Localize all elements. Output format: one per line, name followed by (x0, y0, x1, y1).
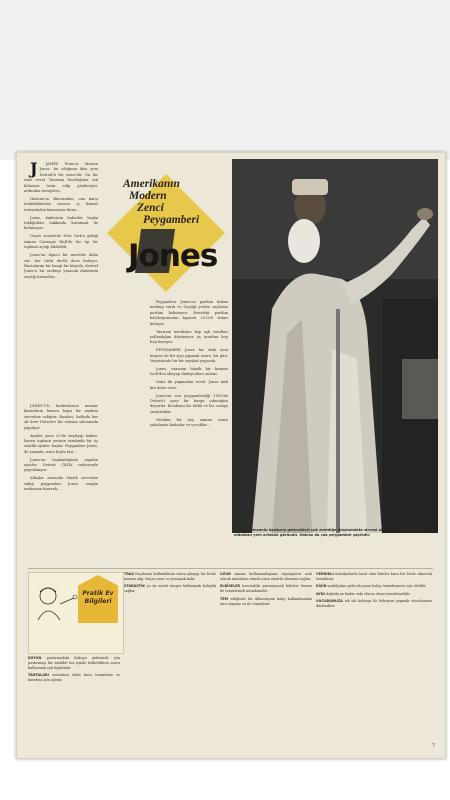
tip-item: TEM sidiğinde bir Allüminyum kalıp kullanılmadan önce kaynar su ile temizlenir. (220, 596, 312, 606)
tip-item: KOYUN pastırmadeki kokuyu gidermek için pastırmayı bir müddet tuz içinde beklettikten sonra kullanmak çok faydalıdır. (28, 656, 120, 670)
preacher-photo (232, 159, 438, 533)
article-column-1 (24, 162, 98, 400)
photo-illustration (232, 159, 438, 533)
tips-column-3 (220, 572, 312, 740)
tip-item: VUCUDUNUZA sık sık kolonya ile friksiyon yapmak vücudunuzu dinlendirir. (316, 599, 432, 609)
title-line: Zenci (137, 202, 164, 214)
tip-item: AYNI doğuda ne kadar eski olursa olsun temizlenebilir. (316, 591, 411, 596)
tip-item: ELBİSELER üzerindeki yanmayacak lekeleri benzin ile temizlemek mümkündür. (220, 584, 312, 594)
title-line: Amerikanın (123, 178, 180, 190)
tips-title: Pratik Ev Bilgileri (82, 590, 114, 605)
article-paragraph: JONES'UN herkeslerine memur kimselerin hemen hepsi bir madeni servetine sahiptir. Bazıları, haftada her alt kere Detroit'e bir sinema salonunda yapılıyor. (24, 404, 98, 430)
article-paragraph: J JAMES Francis Marion Jones, bu odağının ikisi yeni Detroit'li bir zenci'dir. On bir sene evvel 'Tanrının Dostluğuna' aid bilineniz tezin edip gönderiyor, ardından tavsiyeler... (24, 162, 98, 194)
article-paragraph: Peygamber Jones'un parfüm kokan mektup vardı ve Geçtiği yerler, saçlarını parfüm kokutuyor. Evindeki parfüm koleksiyonunun kıymeti 20.000 doları buluyor. (150, 300, 228, 326)
article-paragraph: PEYGAMBER Jones bir defa yeni beşinci de bir şeyi yapmak üzere, bir gün: Yeryüzünde bir bir seyahat yapacak. (150, 348, 228, 364)
article-paragraph: Jones, dinlerinin haberler başka tebliğatları hakkında kurumsal de bulunuyor... (24, 215, 98, 231)
tip-item: TAHTALARI muhafaza tekin kuru temizleme ve kurutma için işlenir. (28, 673, 120, 683)
tip-item: UZUN zaman kullanmadığımız süpürgeleri asılı olarak muhafaza etmek uzun ömürlü olmasını sağlar. (220, 572, 312, 581)
article-column-1b (24, 404, 98, 564)
tip-item: TRAŞ fırçalarını kullandıktan sonra yıkayıp bir bezle nemini alıp, fırçası yeni ve yumuşak kalır. (124, 572, 216, 581)
title-line: Modern (129, 190, 167, 202)
tip-item: STARASTİK ya da nemli sünger kullanmak kolaylık sağlar. (124, 584, 216, 594)
article-paragraph: Jones'un başkanlığında yapılan ayinler, Detroit CKLW radyosuyla yayınlanıyor. (24, 457, 98, 473)
article-paragraph: Jones'un ilginci bir mertebe daha var: her türlü dertle deva buluyor. Hastalarını bir hangi bir köşede, dertsel Jones'a bir mektup yazacak dinlerinin seçtiği hizmetler... (24, 253, 98, 279)
background-top (0, 0, 450, 160)
article-paragraph: Ayinler gece 20'de başlayıp hakim, İsmen toplantı yerinin etrafında bir üç saatlik ayinler başlar. Peygamber Jones, 40 yaşında, uzun boylu biri... (24, 433, 98, 454)
page-number: 7 (432, 743, 436, 749)
article-title (123, 178, 223, 226)
tips-column-2 (124, 572, 216, 740)
tip-item: KİŞİN mobilyaları gelecek yazın kolay temizlenmesi için örtülür. (316, 584, 427, 589)
article-paragraph: Nitekim bir taşı zaman sonra yakalanan kadınlar ve çocuklar... (150, 417, 228, 428)
tips-column-4 (316, 572, 432, 740)
tips-column-1 (28, 656, 120, 736)
photo-caption: Bir çok kimsenin kazlarını gelecekleri çok eveldiğe düşünmekte zirvesi olan oldu. Köklükte bir göz olduktan yeni ortaklık göründü. Haklısı da çok peygamber şöyledir. (234, 528, 434, 537)
article-paragraph: Jones'un son peygamberliği 1950'de Detroit'i içine bir kavga çıkacağını duyurdu. Kendisini bir tütkü ve bir cezaya çarptırdılar. (150, 393, 228, 414)
article-paragraph: Tanrının kendisine hep aşk tarafları yollandığını düşünüyor, üç taraftan hep hep bezoyor. (150, 329, 228, 345)
article-paragraph: Jones, vaazının büyük bir kısmını İncil'den okuyup dinleyicilere anlatır. (150, 366, 228, 377)
article-name: Jones (128, 238, 218, 274)
title-line: Peygamberi (143, 214, 200, 226)
article-paragraph: Daha iki yapmadan evvel, Jones kırk bin dolar verir. (150, 380, 228, 390)
section-divider (28, 568, 433, 569)
article-paragraph: Geçen senelerde New York'a gittiği zaman Carnegie Hall'de bir tıp bir toplantı açtığı bildirildi. (24, 234, 98, 250)
article-paragraph: Haziran'ın ölmesinden, ona karşı tenkidilimlerin sonucu iç ilimsel tereyninden kazançtan biraz... (24, 196, 98, 212)
tip-item: VERNİKLİ mobilyalarda hasıl olan lekeler kuru bir bezle silinerek temizlenir. (316, 572, 432, 581)
woman-illustration (30, 582, 78, 626)
article-paragraph: Alkışlar arasında büyük servetine sahip peygamber Jones, zengin arabasına binerek... (24, 476, 98, 492)
article-column-2 (150, 300, 228, 565)
